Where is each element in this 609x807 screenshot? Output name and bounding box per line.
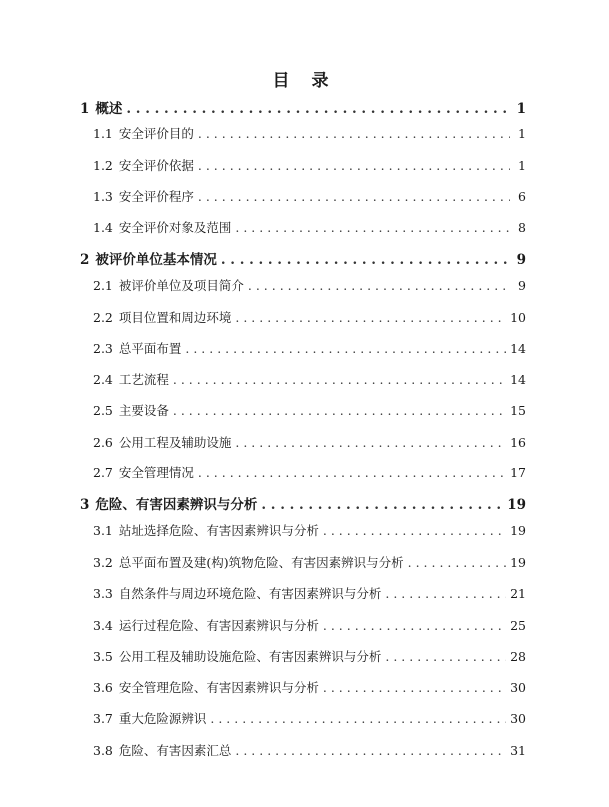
toc-entry: [93, 584, 526, 604]
toc-entry-label: 安全评价依据: [118, 158, 194, 173]
toc-entry-page: 14: [510, 372, 526, 387]
toc-leader-dots: [173, 401, 506, 421]
toc-entry-number: 2.6: [93, 435, 113, 450]
toc-entry-label: 总平面布置及建(构)筑物危险、有害因素辨识与分析: [118, 555, 404, 570]
toc-entry-number: 3.7: [93, 711, 113, 726]
toc-entry-label: 安全管理危险、有害因素辨识与分析: [118, 680, 319, 695]
toc-entry-page: 15: [510, 403, 526, 418]
toc-leader-dots: [198, 187, 510, 207]
toc-entry-label: 工艺流程: [118, 372, 169, 387]
toc-entry-page: 19: [510, 555, 526, 570]
toc-entry-page: 8: [518, 220, 526, 235]
toc-entry-label: 安全评价目的: [118, 126, 194, 141]
toc-entry-page: 28: [510, 649, 526, 664]
toc-entry: [93, 741, 526, 761]
toc-entry-page: 6: [518, 189, 526, 204]
toc-leader-dots: [385, 584, 506, 604]
toc-entry-number: 1: [80, 101, 90, 117]
toc-entry-page: 21: [510, 586, 526, 601]
toc-entry-page: 1: [516, 101, 526, 117]
toc-entry-number: 2: [80, 252, 90, 268]
toc-entry-page: 30: [510, 680, 526, 695]
toc-entry: [93, 463, 526, 483]
toc-entry-number: 1.2: [93, 158, 113, 173]
toc-entry-page: 9: [516, 252, 526, 268]
toc-entry: [93, 433, 526, 453]
toc-leader-dots: [235, 741, 506, 761]
toc-entry-number: 2.4: [93, 372, 113, 387]
toc-leader-dots: [173, 370, 506, 390]
toc-entry-page: 31: [510, 743, 526, 758]
toc-leader-dots: [248, 276, 510, 296]
toc-entry-number: 2.3: [93, 341, 113, 356]
toc-entry: [93, 521, 526, 541]
toc-entry-label: 安全管理情况: [118, 465, 194, 480]
toc-entry-page: 9: [518, 278, 526, 293]
toc-entry-label: 安全评价程序: [118, 189, 194, 204]
toc-leader-dots: [126, 99, 510, 119]
toc-entry-number: 3.1: [93, 523, 113, 538]
toc-entry-label: 重大危险源辨识: [118, 711, 207, 726]
toc-entry-label: 被评价单位基本情况: [95, 252, 217, 268]
toc-entry-page: 19: [510, 523, 526, 538]
toc-leader-dots: [323, 616, 506, 636]
toc-leader-dots: [385, 647, 506, 667]
toc-entry-label: 危险、有害因素汇总: [118, 743, 232, 758]
toc-entry: [80, 99, 526, 119]
toc-entry: [93, 339, 526, 359]
toc-entry-number: 2.1: [93, 278, 113, 293]
toc-entry-number: 1.1: [93, 126, 113, 141]
toc-entry-label: 危险、有害因素辨识与分析: [95, 497, 258, 513]
toc-entry-label: 被评价单位及项目简介: [118, 278, 244, 293]
toc-entry-number: 2.7: [93, 465, 113, 480]
toc-entry-page: 30: [510, 711, 526, 726]
toc-entry-page: 1: [518, 126, 526, 141]
toc-entry-number: 3.8: [93, 743, 113, 758]
toc-entry-page: 1: [518, 158, 526, 173]
toc-entry-label: 公用工程及辅助设施危险、有害因素辨识与分析: [118, 649, 382, 664]
toc-leader-dots: [323, 521, 506, 541]
toc-leader-dots: [261, 495, 503, 515]
toc-entry-page: 14: [510, 341, 526, 356]
toc-entry: [93, 187, 526, 207]
toc-entry-label: 项目位置和周边环境: [118, 310, 232, 325]
toc-leader-dots: [323, 678, 506, 698]
toc-entry-number: 3.4: [93, 618, 113, 633]
toc-leader-dots: [198, 463, 506, 483]
toc-leader-dots: [235, 218, 510, 238]
toc-leader-dots: [221, 250, 510, 270]
toc-leader-dots: [198, 124, 510, 144]
toc-entry-number: 3.6: [93, 680, 113, 695]
toc-entry: [80, 495, 526, 515]
toc-entry-label: 总平面布置: [118, 341, 182, 356]
toc-entry-page: 25: [510, 618, 526, 633]
toc-leader-dots: [198, 156, 510, 176]
toc-entry-number: 2.5: [93, 403, 113, 418]
toc-entry-label: 安全评价对象及范围: [118, 220, 232, 235]
toc-entry: [93, 553, 526, 573]
toc-entry-number: 3: [80, 497, 90, 513]
toc-entry-number: 3.3: [93, 586, 113, 601]
toc-entry-label: 运行过程危险、有害因素辨识与分析: [118, 618, 319, 633]
toc-leader-dots: [210, 709, 506, 729]
toc-leader-dots: [235, 433, 506, 453]
toc-leader-dots: [408, 553, 506, 573]
toc-title: 目 录: [272, 71, 337, 91]
toc-entry-label: 站址选择危险、有害因素辨识与分析: [118, 523, 319, 538]
toc-entry-label: 概述: [95, 101, 123, 117]
toc-entry: [93, 647, 526, 667]
toc-entry: [93, 401, 526, 421]
toc-entry-number: 1.3: [93, 189, 113, 204]
toc-entry: [93, 370, 526, 390]
toc-entry-page: 19: [507, 497, 526, 513]
toc-entry: [93, 308, 526, 328]
toc-entry-label: 主要设备: [118, 403, 169, 418]
toc-entry: [93, 156, 526, 176]
toc-entry: [93, 276, 526, 296]
toc-entry: [93, 709, 526, 729]
toc-leader-dots: [185, 339, 506, 359]
toc-entry-number: 3.5: [93, 649, 113, 664]
toc-entry-number: 2.2: [93, 310, 113, 325]
toc-entry-page: 17: [510, 465, 526, 480]
toc-entry-number: 3.2: [93, 555, 113, 570]
toc-entry-number: 1.4: [93, 220, 113, 235]
toc-entry: [93, 616, 526, 636]
toc-entry: [80, 250, 526, 270]
toc-entry-page: 16: [510, 435, 526, 450]
toc-entry-page: 10: [510, 310, 526, 325]
toc-entry-label: 自然条件与周边环境危险、有害因素辨识与分析: [118, 586, 382, 601]
toc-entry: [93, 218, 526, 238]
toc-entry-label: 公用工程及辅助设施: [118, 435, 232, 450]
toc-leader-dots: [235, 308, 506, 328]
toc-entry: [93, 124, 526, 144]
toc-entry: [93, 678, 526, 698]
